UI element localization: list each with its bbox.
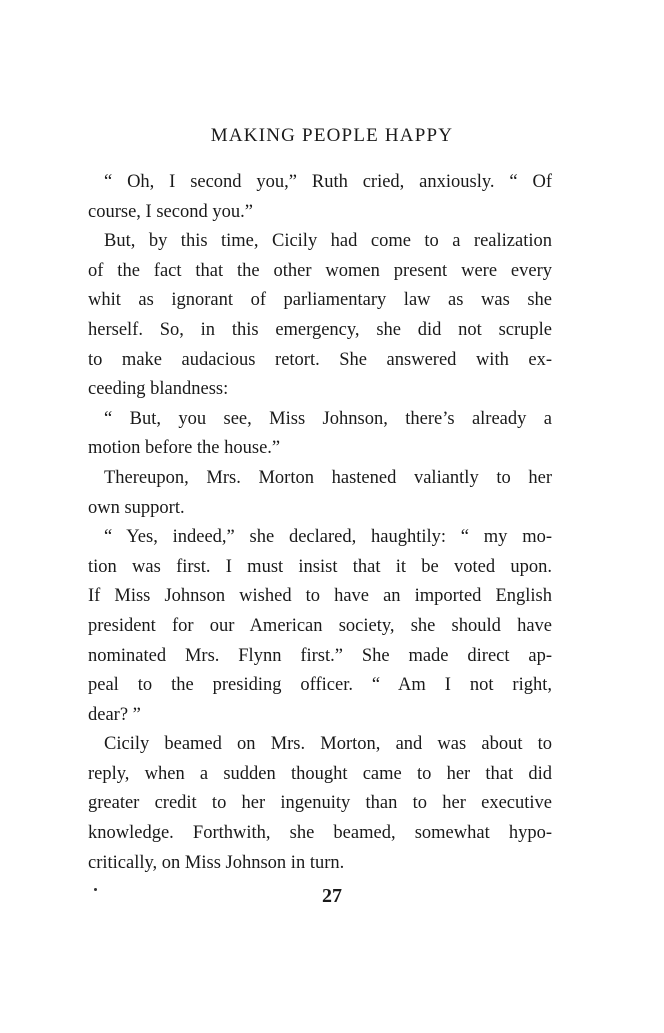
- text-line: Thereupon, Mrs. Morton hastened valiantly to her: [104, 467, 552, 488]
- text-line: Cicily beamed on Mrs. Morton, and was about to: [104, 734, 552, 755]
- text-line: course, I second you.”: [88, 201, 253, 222]
- text-line: peal to the presiding officer. “ Am I not right,: [88, 675, 552, 696]
- text-line: reply, when a sudden thought came to her that did: [88, 763, 552, 784]
- text-line: nominated Mrs. Flynn first.” She made direct ap-: [88, 645, 552, 666]
- text-line: of the fact that the other women present were every: [88, 260, 552, 281]
- text-line: to make audacious retort. She answered with ex-: [88, 349, 552, 370]
- text-line: own support.: [88, 497, 185, 518]
- text-line: whit as ignorant of parliamentary law as was she: [88, 290, 552, 311]
- text-line: knowledge. Forthwith, she beamed, somewhat hypo-: [88, 823, 552, 844]
- text-line: motion before the house.”: [88, 438, 281, 459]
- page-number: 27: [322, 885, 342, 907]
- text-line: “ Oh, I second you,” Ruth cried, anxiously. “ Of: [104, 172, 552, 192]
- text-line: president for our American society, she should have: [88, 615, 552, 636]
- running-head: MAKING PEOPLE HAPPY: [210, 125, 454, 146]
- text-line: herself. So, in this emergency, she did not scruple: [88, 319, 552, 340]
- text-line: critically, on Miss Johnson in turn.: [88, 852, 345, 873]
- text-line: If Miss Johnson wished to have an imported English: [88, 586, 552, 607]
- text-line: But, by this time, Cicily had come to a realization: [104, 231, 552, 252]
- text-line: greater credit to her ingenuity than to her executive: [88, 793, 552, 814]
- text-line: ceeding blandness:: [88, 379, 229, 400]
- text-line: dear? ”: [88, 704, 141, 725]
- text-line: “ Yes, indeed,” she declared, haughtily: “ my mo-: [104, 527, 552, 548]
- text-line: “ But, you see, Miss Johnson, there’s already a: [104, 408, 552, 429]
- text-line: tion was first. I must insist that it be voted upon.: [88, 556, 552, 577]
- body-text: [88, 168, 552, 878]
